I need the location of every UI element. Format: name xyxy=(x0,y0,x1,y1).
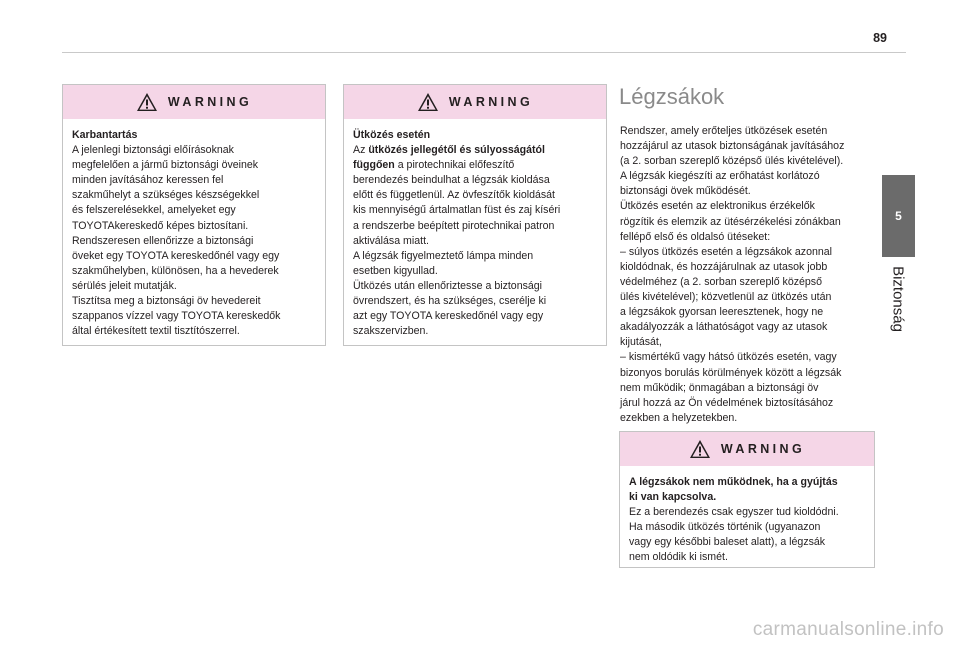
text-line: szappanos vízzel vagy TOYOTA kereskedők xyxy=(72,310,281,323)
warning-header xyxy=(63,85,325,119)
warning-title: Karbantartás xyxy=(72,129,138,141)
warning-label: WARNING xyxy=(448,95,534,109)
text-line: a légzsákok gyorsan leeresztenek, hogy ne xyxy=(620,306,824,319)
text-line: Ez a berendezés csak egyszer tud kioldódni. xyxy=(629,506,839,519)
text-line: bizonyos borulás körülmények között a légzsák xyxy=(620,366,842,379)
text-line: A légzsák figyelmeztető lámpa minden xyxy=(353,249,534,262)
warning-text xyxy=(72,143,317,339)
text-line: megfelelően a jármű biztonsági öveinek xyxy=(72,159,259,172)
text-line: övrendszert, és ha szükséges, cserélje ki xyxy=(353,295,547,308)
warning-triangle-icon xyxy=(136,92,158,112)
text-line: azt egy TOYOTA kereskedőnél vagy egy xyxy=(353,310,544,323)
text-line: minden javításához keressen fel xyxy=(72,174,224,187)
text-line: Tisztítsa meg a biztonsági öv hevedereit xyxy=(72,295,261,308)
chapter-title: Biztonság xyxy=(889,266,907,332)
text-line: vagy egy későbbi baleset alatt), a légzsák xyxy=(629,536,826,549)
top-rule xyxy=(62,52,906,53)
text-line: szakszervizben. xyxy=(353,325,429,338)
text-line: által értékesített textil tisztítószerrel. xyxy=(72,325,240,338)
chapter-number: 5 xyxy=(895,209,902,223)
text-line: kis mennyiségű ártalmatlan füst és zaj kíséri xyxy=(353,204,561,217)
warning-body xyxy=(620,466,874,572)
text-line: öveket egy TOYOTA kereskedőnél vagy egy xyxy=(72,249,280,262)
chapter-tab[interactable] xyxy=(882,175,915,257)
page-number: 89 xyxy=(873,31,887,45)
warning-box-airbags xyxy=(619,431,875,568)
warning-text-line xyxy=(353,158,598,173)
section-text xyxy=(620,124,875,426)
warning-body xyxy=(344,119,606,345)
watermark: carmanualsonline.info xyxy=(752,619,944,640)
text-line: ülés kivételével); közvetlenül az ütközés után xyxy=(620,291,832,304)
text-emphasis: függően xyxy=(353,159,395,172)
text-line: berendezés beindulhat a légzsák kioldása xyxy=(353,174,550,187)
text-line: – súlyos ütközés esetén a légzsákok azonnal xyxy=(620,245,833,258)
warning-title-line: A légzsákok nem működnek, ha a gyújtás xyxy=(629,476,838,488)
text-line: ezekben a helyzetekben. xyxy=(620,411,738,424)
warning-title-line: ki van kapcsolva. xyxy=(629,491,717,504)
text-line: járul hozzá az Ön védelmének biztosításához xyxy=(620,396,834,409)
text-line: Rendszer, amely erőteljes ütközések esetén xyxy=(620,125,828,137)
text-prefix: Az xyxy=(353,144,369,157)
warning-box-collision xyxy=(343,84,607,346)
warning-title: Ütközés esetén xyxy=(353,129,431,141)
text-emphasis: ütközés jellegétől és súlyosságától xyxy=(368,144,545,157)
text-line: A jelenlegi biztonsági előírásoknak xyxy=(72,144,234,157)
text-line: védelméhez (a 2. sorban szereplő középső xyxy=(620,275,822,288)
section-title: Légzsákok xyxy=(619,84,725,109)
text-line: kioldódnak, és hozzájárulnak az utasok jobb xyxy=(620,260,828,273)
text-line: esetben kigyullad. xyxy=(353,264,438,277)
text-line: Ütközés esetén az elektronikus érzékelők xyxy=(620,200,815,213)
text-line: Ütközés után ellenőriztesse a biztonsági xyxy=(353,279,543,292)
text-line: fellépő első és oldalsó ütéseket: xyxy=(620,230,771,243)
text-line: TOYOTAkereskedő képes biztosítani. xyxy=(72,219,249,232)
text-line: (a 2. sorban szereplő középső ülés kivételével). xyxy=(620,155,844,168)
text-line: sérülés jeleit mutatják. xyxy=(72,279,177,292)
warning-text xyxy=(353,173,598,339)
warning-header xyxy=(620,432,874,466)
text-line: szakműhelyt a szükséges készségekkel xyxy=(72,189,260,202)
text-line: biztonsági övek működését. xyxy=(620,185,751,198)
text-line: Ha második ütközés történik (ugyanazon xyxy=(629,521,821,534)
text-line: A légzsák kiegészíti az erőhatást korlátozó xyxy=(620,170,820,183)
text-rest: a pirotechnikai előfeszítő xyxy=(394,159,515,172)
text-line: a rendszerbe beépített pirotechnikai patron xyxy=(353,219,555,232)
text-line: akadályozzák a láthatóságot vagy az utasok xyxy=(620,321,828,334)
text-line: – kismértékű vagy hátsó ütközés esetén, vagy xyxy=(620,351,837,364)
text-line: nem oldódik ki ismét. xyxy=(629,551,728,564)
text-line: nem működik; önmagában a biztonsági öv xyxy=(620,381,819,394)
text-line: szakműhelyben, különösen, ha a hevederek xyxy=(72,264,279,277)
warning-label: WARNING xyxy=(167,95,253,109)
text-line: és felszerelésekkel, amelyeket egy xyxy=(72,204,236,217)
warning-triangle-icon xyxy=(417,92,439,112)
warning-triangle-icon xyxy=(689,439,711,459)
warning-header xyxy=(344,85,606,119)
text-line: kijutását, xyxy=(620,336,662,349)
text-line: hozzájárul az utasok biztonságának javításához xyxy=(620,140,845,153)
warning-label: WARNING xyxy=(720,442,806,456)
warning-box-maintenance xyxy=(62,84,326,346)
text-line: aktiválása miatt. xyxy=(353,234,429,247)
warning-text-line xyxy=(353,143,598,158)
warning-body xyxy=(63,119,325,345)
text-line: előtt és függetlenül. Az övfeszítők kioldását xyxy=(353,189,555,202)
warning-text xyxy=(629,505,866,565)
text-line: Rendszeresen ellenőrizze a biztonsági xyxy=(72,234,254,247)
text-line: rögzítik és elemzik az ütésérzékelési zónákban xyxy=(620,215,841,228)
